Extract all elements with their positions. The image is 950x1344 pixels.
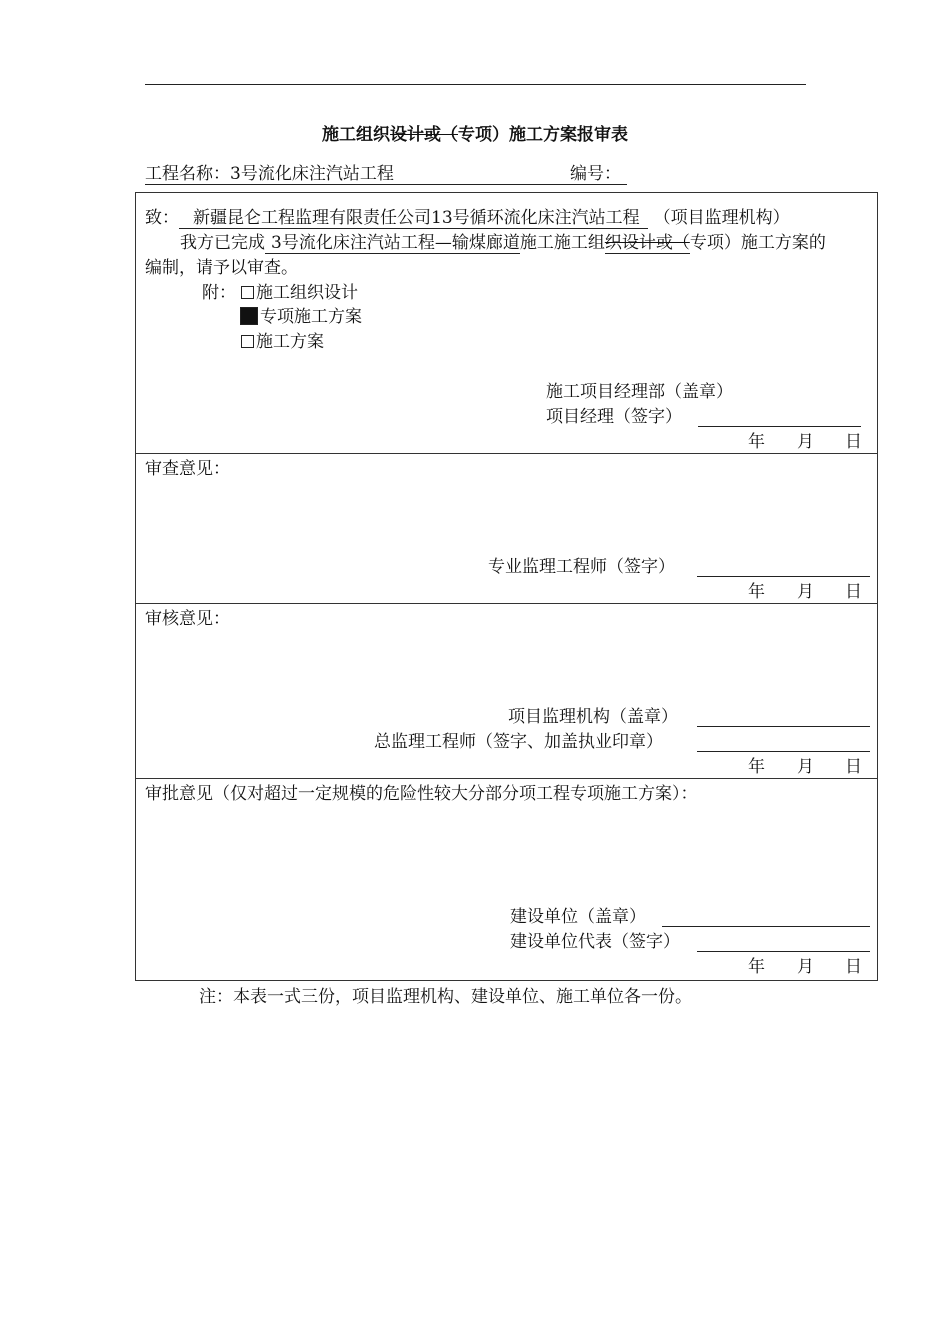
title-part-2-struck: 设计或（	[390, 125, 458, 145]
title-part-3: 专项）施工方案报审表	[458, 125, 628, 145]
unit-stamp-label: 建设单位（盖章）	[510, 907, 646, 927]
engineer-sign-label: 专业监理工程师（签字）	[488, 557, 675, 577]
date-month: 月	[797, 757, 814, 777]
engineer-sign-line[interactable]	[697, 576, 870, 577]
addressee-label: 致：	[145, 208, 179, 228]
addressee-row	[145, 208, 790, 228]
addressee-org[interactable]: 新疆昆仑工程监理有限责任公司13号循环流化床注汽站工程	[179, 208, 648, 229]
audit-heading: 审核意见：	[145, 609, 230, 629]
project-name-value[interactable]: 3号流化床注汽站工程	[230, 164, 394, 184]
date-day: 日	[845, 957, 862, 977]
option-construction-org-design[interactable]	[241, 283, 358, 303]
divider-3	[135, 778, 878, 779]
divider-1	[135, 453, 878, 454]
body-suffix: 专项）施工方案的	[689, 233, 826, 253]
body-line-1	[180, 233, 826, 253]
option-label: 专项施工方案	[260, 307, 362, 327]
checkbox-unchecked-icon[interactable]	[241, 335, 254, 348]
date-month: 月	[797, 432, 814, 452]
dept-stamp-label: 施工项目经理部（盖章）	[546, 382, 733, 402]
date-year: 年	[748, 582, 765, 602]
date-day: 日	[845, 432, 862, 452]
date-year: 年	[748, 957, 765, 977]
body-line-2: 编制，请予以审查。	[145, 258, 298, 278]
checkbox-unchecked-icon[interactable]	[241, 286, 254, 299]
unit-rep-sign-label: 建设单位代表（签字）	[510, 932, 680, 952]
org-stamp-label: 项目监理机构（盖章）	[508, 707, 678, 727]
option-special-plan[interactable]	[240, 307, 362, 327]
manager-sign-label: 项目经理（签字）	[546, 407, 682, 427]
body-project[interactable]: 3号流化床注汽站工程—输煤廊道	[265, 233, 520, 254]
divider-2	[135, 603, 878, 604]
addressee-suffix: （项目监理机构）	[653, 208, 790, 228]
unit-stamp-line[interactable]	[662, 926, 870, 927]
form-title	[0, 125, 950, 145]
approval-heading: 审批意见（仅对超过一定规模的危险性较大分部分项工程专项施工方案）：	[145, 784, 698, 804]
date-month: 月	[797, 582, 814, 602]
checkbox-checked-icon[interactable]	[240, 307, 258, 325]
attachment-label: 附：	[202, 283, 236, 303]
footer-note: 注：本表一式三份，项目监理机构、建设单位、施工单位各一份。	[199, 987, 692, 1007]
body-struck: 织设计或（	[604, 233, 690, 253]
project-name-label: 工程名称：	[145, 164, 230, 184]
body-mid: 施工施工组	[519, 233, 605, 253]
date-day: 日	[845, 757, 862, 777]
top-rule	[145, 84, 806, 85]
project-header-row	[145, 164, 627, 185]
unit-rep-sign-line[interactable]	[697, 951, 870, 952]
chief-sign-line[interactable]	[697, 751, 870, 752]
option-label: 施工方案	[256, 332, 324, 352]
manager-sign-line[interactable]	[698, 426, 861, 427]
review-heading: 审查意见：	[145, 459, 230, 479]
chief-sign-label: 总监理工程师（签字、加盖执业印章）	[374, 732, 663, 752]
option-construction-plan[interactable]	[241, 332, 324, 352]
org-stamp-line[interactable]	[697, 726, 870, 727]
date-month: 月	[797, 957, 814, 977]
date-year: 年	[748, 757, 765, 777]
body-prefix: 我方已完成	[180, 233, 265, 253]
date-day: 日	[845, 582, 862, 602]
title-part-1: 施工组织	[322, 125, 390, 145]
option-label: 施工组织设计	[256, 283, 358, 303]
project-number-label: 编号：	[570, 164, 621, 184]
date-year: 年	[748, 432, 765, 452]
